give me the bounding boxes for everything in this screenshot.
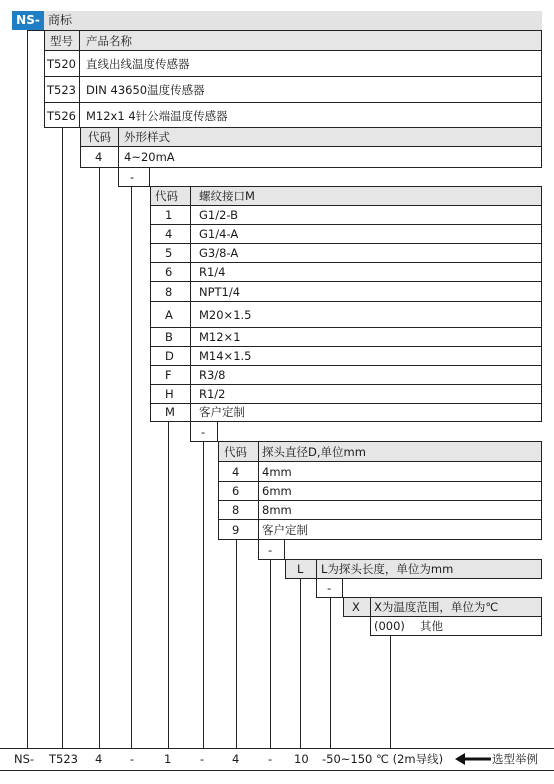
lead-line-model <box>62 127 63 748</box>
table-row <box>190 262 542 282</box>
output-name: 4~20mA <box>124 150 175 164</box>
model-header-name: 产品名称 <box>86 34 132 48</box>
table-row <box>258 500 542 520</box>
probe-name: 4mm <box>262 465 292 479</box>
thread-code: B <box>165 330 173 344</box>
thread-name: NPT1/4 <box>199 285 241 299</box>
probe-name: 6mm <box>262 484 292 498</box>
example-part: - <box>130 752 135 766</box>
table-row <box>190 243 542 263</box>
model-code: T520 <box>47 57 76 71</box>
thread-code: 6 <box>165 265 173 279</box>
probe-header-code: 代码 <box>224 445 247 459</box>
model-header-code: 型号 <box>50 34 73 48</box>
lead-line-length <box>300 578 301 748</box>
output-header-name: 外形样式 <box>124 130 170 144</box>
output-code: 4 <box>95 150 103 164</box>
separator-dash: - <box>201 425 206 439</box>
model-code: T523 <box>47 83 76 97</box>
lead-line-brand <box>27 30 28 748</box>
example-part: NS- <box>14 752 35 766</box>
example-label: 选型举例 <box>492 752 538 766</box>
length-code: L <box>297 562 304 576</box>
table-row <box>258 461 542 482</box>
thread-header-code: 代码 <box>155 189 178 203</box>
thread-name: M14×1.5 <box>199 349 252 363</box>
selection-example <box>0 748 554 770</box>
range-other-code: (000) <box>374 619 405 633</box>
length-name: L为探头长度，单位为mm <box>321 562 454 576</box>
thread-header-name: 螺纹接口M <box>199 189 255 203</box>
thread-code: 8 <box>165 285 173 299</box>
thread-name: G3/8-A <box>199 246 239 260</box>
thread-name: R3/8 <box>199 368 226 382</box>
thread-code: F <box>165 368 172 382</box>
thread-code: 1 <box>165 208 173 222</box>
output-header-code: 代码 <box>88 130 111 144</box>
range-other-name: 其他 <box>420 619 443 633</box>
thread-name: R1/4 <box>199 265 226 279</box>
probe-name: 客户定制 <box>262 523 308 537</box>
table-row <box>190 205 542 225</box>
example-part: - <box>268 752 273 766</box>
table-row <box>190 224 542 244</box>
lead-line-range <box>390 636 391 748</box>
thread-name: M12×1 <box>199 330 241 344</box>
example-part: 4 <box>95 752 103 766</box>
separator-dash: - <box>327 581 332 595</box>
lead-line-sep1 <box>131 186 132 748</box>
table-row <box>190 281 542 302</box>
probe-name: 8mm <box>262 503 292 517</box>
thread-code: D <box>165 349 174 363</box>
brand-logo: NS- <box>12 11 44 30</box>
probe-code: 9 <box>232 523 240 537</box>
lead-line-sep2 <box>203 441 204 748</box>
example-part: 1 <box>164 752 172 766</box>
probe-code: 6 <box>232 484 240 498</box>
brand-connector <box>27 30 44 31</box>
model-header-name-cell <box>79 30 542 51</box>
separator-dash: - <box>268 543 273 557</box>
lead-line-probe <box>236 539 237 748</box>
thread-code: M <box>165 405 175 419</box>
thread-name: G1/4-A <box>199 227 239 241</box>
thread-name: R1/2 <box>199 387 226 401</box>
model-name: DIN 43650温度传感器 <box>86 83 205 97</box>
example-part: 10 <box>294 752 309 766</box>
table-row <box>190 327 542 347</box>
arrow-left-icon <box>455 748 491 777</box>
table-row <box>258 481 542 501</box>
lead-line-thread <box>168 421 169 748</box>
table-row <box>190 365 542 385</box>
probe-code: 8 <box>232 503 240 517</box>
probe-header-name: 探头直径D,单位mm <box>262 445 366 459</box>
model-code: T526 <box>47 109 76 123</box>
thread-code: 4 <box>165 227 173 241</box>
table-row <box>190 384 542 404</box>
separator-dash: - <box>130 170 135 184</box>
thread-code: A <box>165 308 173 322</box>
thread-code: H <box>165 387 174 401</box>
thread-name: 客户定制 <box>199 405 245 419</box>
thread-name: G1/2-B <box>199 208 239 222</box>
probe-code: 4 <box>232 465 240 479</box>
lead-line-sep3 <box>270 559 271 748</box>
example-part: 4 <box>232 752 240 766</box>
lead-line-sep4 <box>330 597 331 748</box>
example-part: -50~150 ℃ (2m导线) <box>322 752 444 766</box>
table-row <box>118 146 542 168</box>
thread-name: M20×1.5 <box>199 308 252 322</box>
example-part: T523 <box>49 752 78 766</box>
example-part: - <box>200 752 205 766</box>
model-name: 直线出线温度传感器 <box>86 57 190 71</box>
model-name: M12x1 4针公端温度传感器 <box>86 109 228 123</box>
lead-line-output <box>99 168 100 748</box>
output-header-name-cell <box>118 127 542 147</box>
range-name: X为温度范围，单位为℃ <box>374 600 499 614</box>
range-code: X <box>352 600 360 614</box>
thread-code: 5 <box>165 246 173 260</box>
brand-title: 商标 <box>44 11 542 30</box>
